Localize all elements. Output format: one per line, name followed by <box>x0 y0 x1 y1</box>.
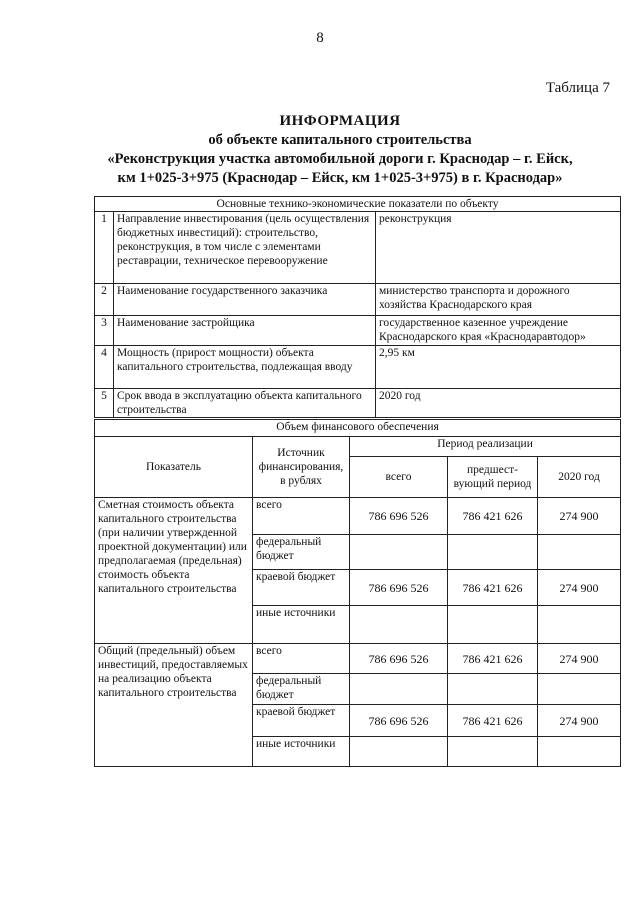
previous-cell: 786 421 626 <box>448 570 538 606</box>
table-row <box>95 316 621 346</box>
row-value: государственное казенное учреждение Краснодарского края «Краснодаравтодор» <box>376 316 621 346</box>
page-number: 8 <box>316 30 324 46</box>
total-cell: 786 696 526 <box>350 644 448 674</box>
table-row <box>95 644 621 674</box>
row-value: министерство транспорта и дорожного хозяйства Краснодарского края <box>376 284 621 316</box>
col-period-header: Период реализации <box>350 437 621 457</box>
source-cell: федеральный бюджет <box>253 535 350 570</box>
document-title <box>60 112 620 188</box>
year-2020-cell <box>538 737 621 767</box>
previous-cell: 786 421 626 <box>448 705 538 737</box>
total-cell: 786 696 526 <box>350 570 448 606</box>
row-label: Направление инвестирования (цель осуществления бюджетных инвестиций): строительство, реконструкция, в том числе с элементами реставрации, техническое перевооружение <box>114 212 376 284</box>
source-cell: иные источники <box>253 606 350 644</box>
row-label: Наименование государственного заказчика <box>114 284 376 316</box>
previous-cell: 786 421 626 <box>448 498 538 535</box>
finance-table <box>94 419 621 767</box>
row-value: реконструкция <box>376 212 621 284</box>
row-number: 4 <box>95 346 114 389</box>
total-cell <box>350 737 448 767</box>
row-label: Срок ввода в эксплуатацию объекта капитального строительства <box>114 389 376 418</box>
year-2020-cell: 274 900 <box>538 498 621 535</box>
row-value: 2020 год <box>376 389 621 418</box>
year-2020-cell <box>538 535 621 570</box>
year-2020-cell: 274 900 <box>538 705 621 737</box>
row-number: 2 <box>95 284 114 316</box>
title-line-3: км 1+025-3+975 (Краснодар – Ейск, км 1+025-3+975) в г. Краснодар» <box>117 170 563 186</box>
year-2020-cell <box>538 674 621 705</box>
finance-header: Объем финансового обеспечения <box>95 420 621 437</box>
total-cell: 786 696 526 <box>350 705 448 737</box>
previous-cell <box>448 737 538 767</box>
col-2020-header: 2020 год <box>538 457 621 498</box>
source-cell: краевой бюджет <box>253 570 350 606</box>
table-row <box>95 212 621 284</box>
row-number: 5 <box>95 389 114 418</box>
source-cell: иные источники <box>253 737 350 767</box>
col-previous-header: предшест-вующий период <box>448 457 538 498</box>
year-2020-cell: 274 900 <box>538 570 621 606</box>
row-value: 2,95 км <box>376 346 621 389</box>
title-line-2: «Реконструкция участка автомобильной дороги г. Краснодар – г. Ейск, <box>107 151 573 167</box>
source-cell: всего <box>253 644 350 674</box>
total-cell: 786 696 526 <box>350 498 448 535</box>
row-number: 1 <box>95 212 114 284</box>
source-cell: федеральный бюджет <box>253 674 350 705</box>
year-2020-cell <box>538 606 621 644</box>
table-row <box>95 389 621 418</box>
table-row <box>95 498 621 535</box>
title-main: ИНФОРМАЦИЯ <box>279 113 401 129</box>
source-cell: всего <box>253 498 350 535</box>
previous-cell <box>448 535 538 570</box>
col-source-header: Источник финансирования, в рублях <box>253 437 350 498</box>
table-row <box>95 284 621 316</box>
group-label: Общий (предельный) объем инвестиций, предоставляемых на реализацию объекта капитального строительства <box>95 644 253 767</box>
col-indicator-header: Показатель <box>95 437 253 498</box>
group-label: Сметная стоимость объекта капитального строительства (при наличии утвержденной проектной документации) или предполагаемая (предельная) стоимость объекта капитального строительства <box>95 498 253 644</box>
row-number: 3 <box>95 316 114 346</box>
total-cell <box>350 606 448 644</box>
total-cell <box>350 674 448 705</box>
year-2020-cell: 274 900 <box>538 644 621 674</box>
title-line-1: об объекте капитального строительства <box>208 132 472 148</box>
source-cell: краевой бюджет <box>253 705 350 737</box>
total-cell <box>350 535 448 570</box>
row-label: Мощность (прирост мощности) объекта капитального строительства, подлежащая вводу <box>114 346 376 389</box>
previous-cell: 786 421 626 <box>448 644 538 674</box>
row-label: Наименование застройщика <box>114 316 376 346</box>
table-label: Таблица 7 <box>545 80 610 96</box>
table-row <box>95 346 621 389</box>
previous-cell <box>448 674 538 705</box>
previous-cell <box>448 606 538 644</box>
col-total-header: всего <box>350 457 448 498</box>
indicators-header: Основные технико-экономические показатели по объекту <box>95 197 621 212</box>
indicators-table <box>94 196 621 418</box>
